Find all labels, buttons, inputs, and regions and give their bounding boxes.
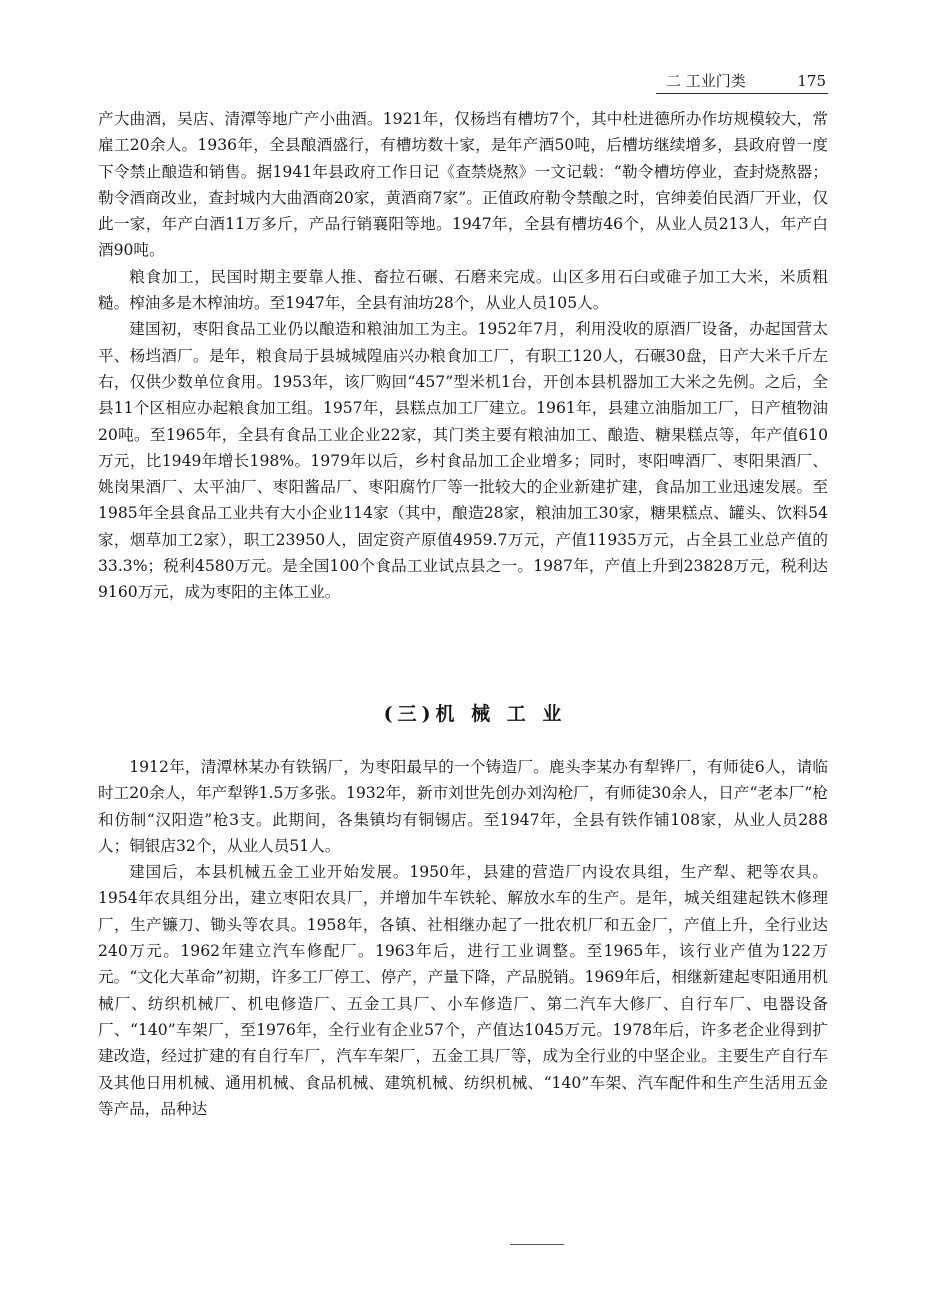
paragraph-food-industry: 建国初，枣阳食品工业仍以酿造和粮油加工为主。1952年7月，利用没收的原酒厂设备，办起国营太平、杨垱酒厂。是年，粮食局于县城城隍庙兴办粮食加工厂，有职工120人，石碾30盘，日产大米千斤左右，仅供少数单位食用。1953年，该厂购回“457”型米机1台，开创本县机器加工大米之先例。之后，全县11个区相应办起粮食加工组。1957年，县糕点加工厂建立。1961年，县建立油脂加工厂，日产植物油20吨。至1965年，全县有食品工业企业22家，其门类主要有粮油加工、酿造、糖果糕点等，年产值610万元，比1949年增长198%。1979年以后，乡村食品加工企业增多；同时，枣阳啤酒厂、枣阳果酒厂、姚岗果酒厂、太平油厂、枣阳酱品厂、枣阳腐竹厂等一批较大的企业新建扩建，食品加工业迅速发展。至1985年全县食品工业共有大小企业114家（其中，酿造28家，粮油加工30家，糖果糕点、罐头、饮料54家，烟草加工2家），职工23950人，固定资产原值4959.7万元，产值11935万元，占全县工业总产值的33.3%；税利4580万元。是全国100个食品工业试点县之一。1987年，产值上升到23828万元，税利达9160万元，成为枣阳的主体工业。 [98,320,828,602]
text-block-top [98,106,828,606]
header-rule [656,93,828,94]
section-heading: (三)机 械 工 业 [383,703,567,725]
paragraph-grain-processing: 粮食加工，民国时期主要靠人推、畜拉石碾、石磨来完成。山区多用石臼或碓子加工大米，米质粗糙。榨油多是木榨油坊。至1947年，全县有油坊28个，从业人员105人。 [98,267,828,313]
header-section-title: 二 工业门类 [666,72,746,90]
paragraph-early-machinery: 1912年，清潭林某办有铁锅厂，为枣阳最早的一个铸造厂。鹿头李某办有犁铧厂，有师徒6人，请临时工20余人，年产犁铧1.5万多张。1932年，新市刘世先创办刘沟枪厂，有师徒30余人，日产“老本厂”枪和仿制“汉阳造”枪3支。此期间，各集镇均有铜锡店。至1947年，全县有铁作铺108家，从业人员288人；铜银店32个，从业人员51人。 [98,758,828,855]
paragraph-postwar-machinery: 建国后，本县机械五金工业开始发展。1950年，县建的营造厂内设农具组，生产犁、耙等农具。1954年农具组分出，建立枣阳农具厂，并增加牛车铁轮、解放水车的生产。是年，城关组建起铁木修理厂，生产镰刀、锄头等农具。1958年，各镇、社相继办起了一批农机厂和五金厂，产值上升，全行业达240万元。1962年建立汽车修配厂。1963年后，进行工业调整。至1965年，该行业产值为122万元。“文化大革命”初期，许多工厂停工、停产，产量下降，产品脱销。1969年后，相继新建起枣阳通用机械厂、纺织机械厂、机电修造厂、五金工具厂、小车修造厂、第二汽车大修厂、自行车厂、电器设备厂、“140”车架厂，至1976年，全行业有企业57个，产值达1045万元。1978年后，许多老企业得到扩建改造，经过扩建的有自行车厂，汽车车架厂，五金工具厂等，成为全行业的中坚企业。主要生产自行车及其他日用机械、通用机械、食品机械、建筑机械、纺织机械、“140”车架、汽车配件和生产生活用五金等产品，品种达 [98,863,828,1118]
running-header [656,70,828,94]
page-number: 175 [797,72,826,90]
footer-mark [510,1244,564,1245]
paragraph-continued: 产大曲酒，吴店、清潭等地广产小曲酒。1921年，仅杨垱有槽坊7个，其中杜进德所办作坊规模较大，常雇工20余人。1936年，全县酿酒盛行，有槽坊数十家，是年产酒50吨，后槽坊继续增多，县政府曾一度下令禁止酿造和销售。据1941年县政府工作日记《查禁烧熬》一文记载：“勒令槽坊停业，查封烧熬器；勒令酒商改业，查封城内大曲酒商20家，黄酒商7家”。正值政府勒令禁酿之时，官绅姜伯民酒厂开业，仅此一家，年产白酒11万多斤，产品行销襄阳等地。1947年，全县有槽坊46个，从业人员213人，年产白酒90吨。 [98,110,828,260]
text-block-bottom [98,754,828,1122]
